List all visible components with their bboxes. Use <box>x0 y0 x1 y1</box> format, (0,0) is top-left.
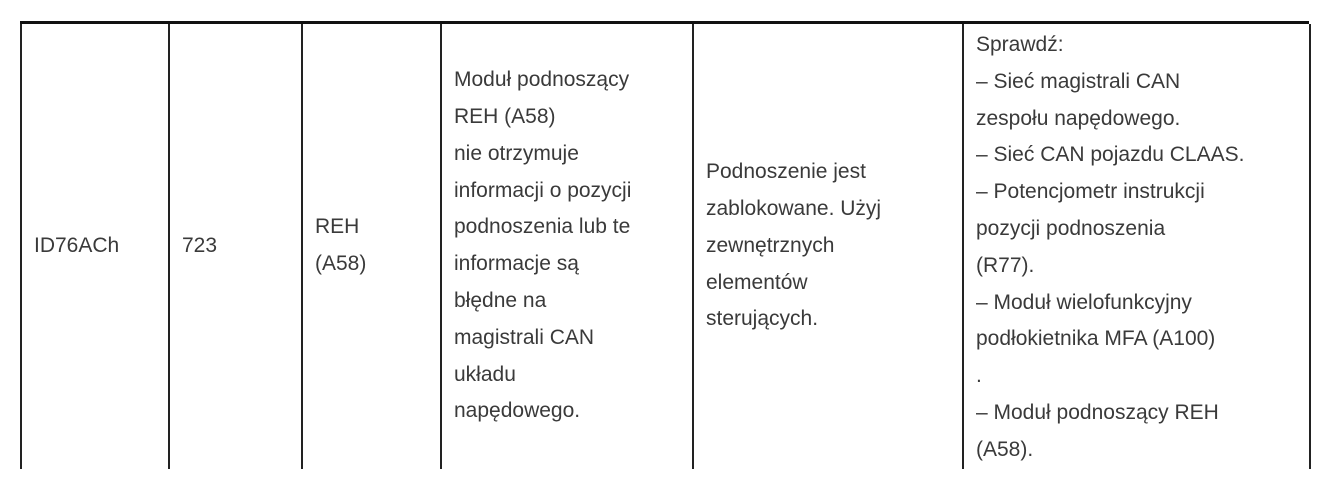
action-line: zespołu napędowego. <box>976 106 1181 130</box>
diagnostic-table-container <box>20 21 1309 484</box>
action-line: – Sieć CAN pojazdu CLAAS. <box>976 143 1245 167</box>
fault-code-cell <box>169 24 302 469</box>
action-line: pozycji podnoszenia <box>976 216 1166 240</box>
diagnostic-table <box>20 24 1311 469</box>
action-line: – Moduł podnoszący REH <box>976 400 1219 424</box>
fault-line: informacje są <box>454 252 579 276</box>
fault-line: magistrali CAN <box>454 325 595 349</box>
fault-line: napędowego. <box>454 399 581 423</box>
effect-line: sterujących. <box>706 307 819 331</box>
action-line: Sprawdź: <box>976 33 1064 56</box>
fault-description-cell <box>441 24 693 469</box>
action-line: (A58). <box>976 437 1034 461</box>
fault-line: nie otrzymuje <box>454 141 579 165</box>
module-line: REH <box>315 215 360 239</box>
fault-id: ID76ACh <box>34 233 120 257</box>
action-line: . <box>976 364 982 388</box>
fault-line: układu <box>454 362 516 386</box>
effect-line: elementów <box>706 270 808 294</box>
effect-line: zablokowane. Użyj <box>706 197 882 221</box>
fault-id-cell <box>21 24 169 469</box>
fault-line: Moduł podnoszący <box>454 68 630 92</box>
fault-line: informacji o pozycji <box>454 178 632 202</box>
action-line: – Potencjometr instrukcji <box>976 180 1205 204</box>
action-line: podłokietnika MFA (A100) <box>976 327 1216 351</box>
action-line: – Moduł wielofunkcyjny <box>976 290 1192 314</box>
action-line: – Sieć magistrali CAN <box>976 69 1181 93</box>
fault-code: 723 <box>182 233 218 257</box>
fault-line: REH (A58) <box>454 105 556 129</box>
table-row <box>21 24 1310 469</box>
action-line: (R77). <box>976 253 1035 277</box>
effect-line: zewnętrznych <box>706 233 835 257</box>
effect-cell <box>693 24 963 469</box>
module-cell <box>302 24 441 469</box>
fault-line: podnoszenia lub te <box>454 215 631 239</box>
action-cell <box>963 24 1310 469</box>
effect-line: Podnoszenie jest <box>706 160 866 184</box>
fault-line: błędne na <box>454 289 547 313</box>
module-line: (A58) <box>315 252 367 276</box>
